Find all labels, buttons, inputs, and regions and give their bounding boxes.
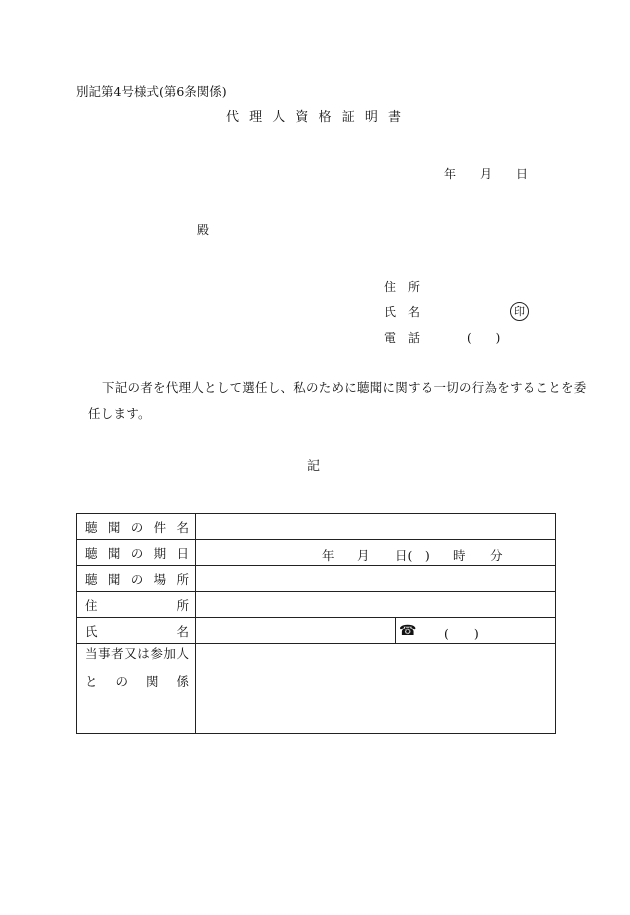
applicant-phone-label-2: 話 [408, 331, 421, 345]
label-hearing-subject: 聴 聞 の 件 名 [77, 514, 196, 540]
phone-divider [395, 618, 396, 643]
applicant-name-label-2: 名 [408, 305, 421, 319]
date-day-label: 日 [516, 167, 529, 181]
applicant-address-label-1: 住 [384, 280, 397, 294]
table-row [77, 618, 556, 644]
schedule-day: 日( ) [395, 548, 430, 563]
applicant-phone-parens: ( ) [467, 331, 501, 345]
table-row [77, 566, 556, 592]
statement-line-2: 任します。 [88, 406, 151, 421]
date-year-label: 年 [444, 167, 457, 181]
label-agent-address: 住 所 [77, 592, 196, 618]
date-month-label: 月 [480, 167, 493, 181]
schedule-hour: 時 [453, 548, 466, 563]
label-hearing-place: 聴 聞 の 場 所 [77, 566, 196, 592]
detail-table [76, 513, 556, 734]
value-hearing-subject[interactable] [196, 514, 556, 540]
table-row [77, 540, 556, 566]
seal-mark: 印 [510, 302, 529, 321]
table-row [77, 592, 556, 618]
agent-phone-parens: ( ) [444, 626, 479, 641]
form-number-label: 別記第4号様式(第6条関係) [76, 84, 227, 99]
value-hearing-date[interactable] [196, 540, 556, 566]
label-hearing-date: 聴 聞 の 期 日 [77, 540, 196, 566]
value-agent-address[interactable] [196, 592, 556, 618]
schedule-month: 月 [357, 548, 370, 563]
ki-heading: 記 [307, 459, 321, 474]
value-agent-name[interactable] [196, 618, 556, 644]
applicant-name-label-1: 氏 [384, 305, 397, 319]
statement-line-1: 下記の者を代理人として選任し、私のために聴聞に関する一切の行為をすることを委 [102, 380, 587, 395]
addressee-honorific: 殿 [197, 223, 210, 237]
schedule-year: 年 [322, 548, 335, 563]
value-hearing-place[interactable] [196, 566, 556, 592]
document-title: 代理人資格証明書 [226, 110, 412, 125]
telephone-icon: ☎ [399, 623, 417, 639]
delegation-statement [88, 375, 587, 427]
value-relationship[interactable] [196, 644, 556, 734]
schedule-minute: 分 [490, 548, 503, 563]
label-relationship: 当 事 者 又 は 参 加 人 と の 関 係 [77, 644, 196, 734]
table-row [77, 644, 556, 734]
applicant-phone-label-1: 電 [384, 331, 397, 345]
label-agent-name: 氏 名 [77, 618, 196, 644]
applicant-address-label-2: 所 [408, 280, 421, 294]
table-row [77, 514, 556, 540]
